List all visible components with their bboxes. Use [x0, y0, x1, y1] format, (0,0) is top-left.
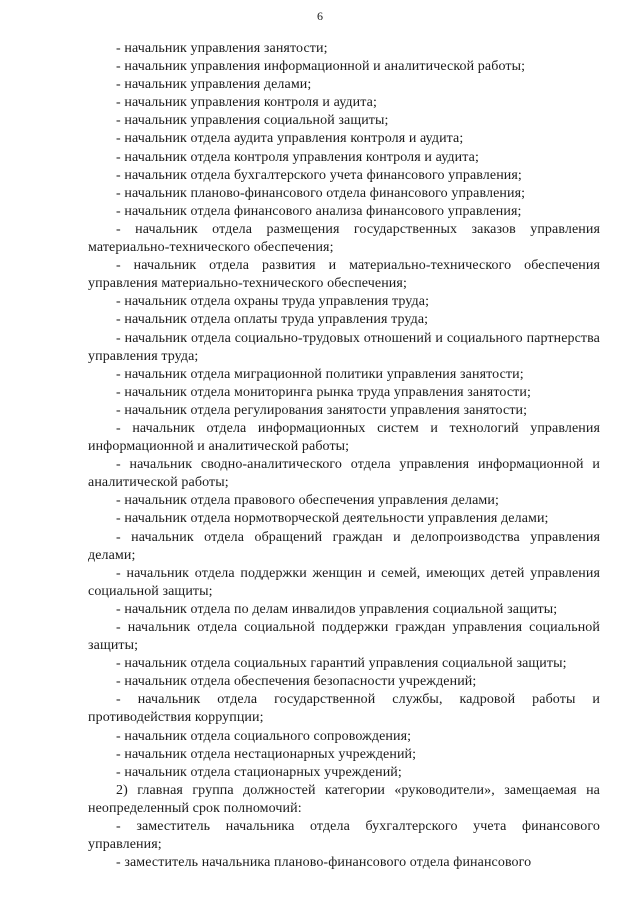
list-item: - начальник отдела развития и материально-технического обеспечения управления материально-технического обеспечения; [88, 258, 600, 292]
list-item: - начальник отдела социальных гарантий управления социальной защиты; [116, 656, 567, 672]
list-item: - начальник отдела обеспечения безопасности учреждений; [116, 674, 477, 690]
list-item: - начальник отдела информационных систем и технологий управления информационной и аналитической работы; [88, 420, 600, 455]
list-item: - заместитель начальника отдела бухгалтерского учета финансового управления; [88, 819, 600, 853]
list-item: - начальник отдела обращений граждан и делопроизводства управления делами; [88, 529, 600, 563]
list-item: - начальник отдела аудита управления контроля и аудита; [116, 131, 464, 147]
list-item: - начальник отдела контроля управления контроля и аудита; [116, 149, 479, 165]
list-item: - начальник отдела нестационарных учреждений; [116, 746, 417, 762]
list-item: - начальник управления контроля и аудита; [116, 95, 377, 111]
list-item: - начальник планово-финансового отдела финансового управления; [116, 185, 526, 201]
list-item: - начальник отдела оплаты труда управления труда; [116, 312, 429, 328]
list-item: - начальник отдела нормотворческой деятельности управления делами; [116, 511, 549, 527]
page-number: 6 [317, 9, 323, 23]
list-item: - начальник отдела правового обеспечения управления делами; [116, 493, 499, 509]
list-item: - начальник отдела размещения государственных заказов управления материально-технического обеспечения; [88, 221, 600, 256]
list-item: - начальник отдела государственной службы, кадровой работы и противодействия коррупции; [88, 692, 600, 726]
list-item: - заместитель начальника планово-финансового отдела финансового [116, 855, 532, 871]
list-item: - начальник управления информационной и аналитической работы; [116, 59, 526, 75]
list-item: - начальник управления занятости; [116, 41, 328, 56]
list-item: - начальник отдела социально-трудовых отношений и социального партнерства управления труда; [88, 330, 600, 364]
list-item: - начальник отдела по делам инвалидов управления социальной защиты; [116, 601, 558, 617]
list-item: - начальник управления социальной защиты; [116, 113, 389, 129]
list-item: - начальник отдела финансового анализа финансового управления; [116, 203, 522, 219]
list-item: - начальник отдела социального сопровождения; [116, 728, 412, 744]
list-item: - начальник управления делами; [116, 77, 312, 93]
list-item: - начальник отдела социальной поддержки граждан управления социальной защиты; [88, 620, 600, 654]
list-item: - начальник отдела регулирования занятости управления занятости; [116, 402, 528, 418]
document-body [88, 40, 600, 872]
list-item: - начальник сводно-аналитического отдела управления информационной и аналитической работы; [88, 457, 600, 491]
list-item: - начальник отдела мониторинга рынка труда управления занятости; [116, 384, 531, 400]
list-item: - начальник отдела стационарных учреждений; [116, 764, 402, 780]
list-item: - начальник отдела охраны труда управления труда; [116, 294, 430, 310]
section-heading: 2) главная группа должностей категории «руководители», замещаемая на неопределенный срок полномочий: [88, 782, 600, 816]
list-item: - начальник отдела миграционной политики управления занятости; [116, 366, 524, 382]
list-item: - начальник отдела бухгалтерского учета финансового управления; [116, 167, 522, 183]
list-item: - начальник отдела поддержки женщин и семей, имеющих детей управления социальной защиты; [88, 565, 600, 599]
